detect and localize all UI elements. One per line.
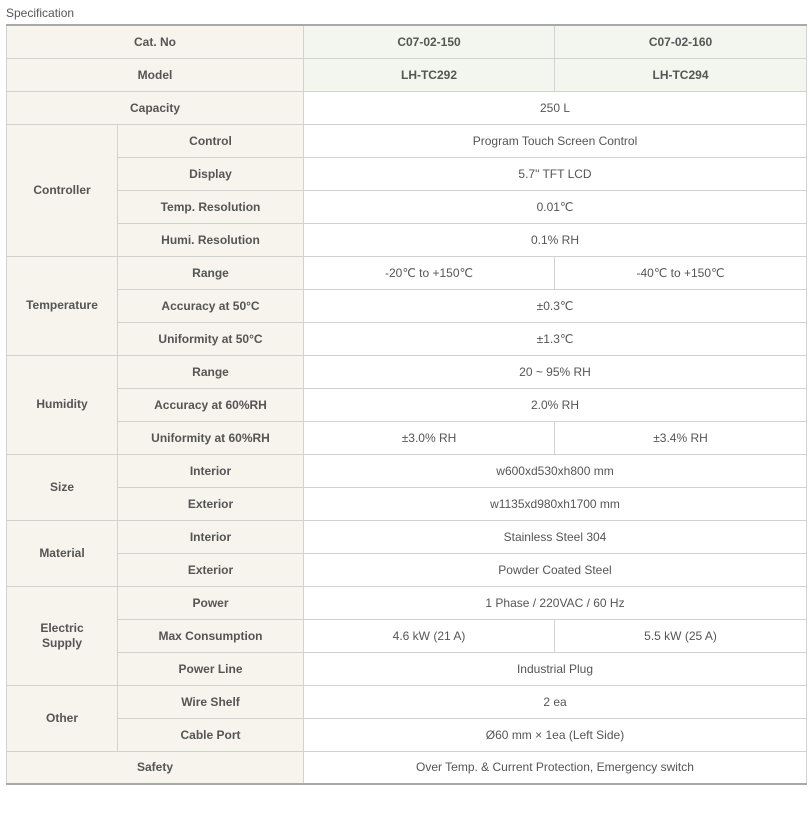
material-exterior-label: Exterior	[118, 553, 304, 586]
row-temperature-accuracy	[7, 289, 807, 322]
row-safety	[7, 751, 807, 784]
cable-port-value: Ø60 mm × 1ea (Left Side)	[304, 718, 807, 751]
row-capacity	[7, 91, 807, 124]
power-label: Power	[118, 586, 304, 619]
humidity-range-value: 20 ~ 95% RH	[304, 355, 807, 388]
safety-label: Safety	[7, 751, 304, 784]
control-value: Program Touch Screen Control	[304, 124, 807, 157]
temp-resolution-label: Temp. Resolution	[118, 190, 304, 223]
electric-group-line-2: Supply	[41, 635, 82, 650]
temperature-accuracy-label: Accuracy at 50°C	[118, 289, 304, 322]
humidity-uniformity-value-1: ±3.0% RH	[304, 421, 555, 454]
temperature-uniformity-label: Uniformity at 50°C	[118, 322, 304, 355]
safety-value: Over Temp. & Current Protection, Emergency switch	[304, 751, 807, 784]
row-electric-power-line	[7, 652, 807, 685]
material-exterior-value: Powder Coated Steel	[304, 553, 807, 586]
humidity-group-label: Humidity	[7, 355, 118, 454]
power-value: 1 Phase / 220VAC / 60 Hz	[304, 586, 807, 619]
model-value-2: LH-TC294	[555, 58, 807, 91]
material-interior-label: Interior	[118, 520, 304, 553]
humi-resolution-value: 0.1% RH	[304, 223, 807, 256]
model-label: Model	[7, 58, 304, 91]
electric-group-line-1: Electric	[40, 620, 84, 635]
specification-table	[6, 24, 807, 785]
row-humidity-range	[7, 355, 807, 388]
power-line-value: Industrial Plug	[304, 652, 807, 685]
size-interior-label: Interior	[118, 454, 304, 487]
temperature-accuracy-value: ±0.3℃	[304, 289, 807, 322]
size-group-label: Size	[7, 454, 118, 520]
section-caption: Specification	[6, 6, 75, 20]
temperature-uniformity-value: ±1.3℃	[304, 322, 807, 355]
temperature-range-label: Range	[118, 256, 304, 289]
max-consumption-value-2: 5.5 kW (25 A)	[555, 619, 807, 652]
row-size-exterior	[7, 487, 807, 520]
cable-port-label: Cable Port	[118, 718, 304, 751]
material-group-label: Material	[7, 520, 118, 586]
humidity-accuracy-value: 2.0% RH	[304, 388, 807, 421]
controller-group-label: Controller	[7, 124, 118, 256]
power-line-label: Power Line	[118, 652, 304, 685]
control-label: Control	[118, 124, 304, 157]
other-group-label: Other	[7, 685, 118, 751]
row-temperature-range	[7, 256, 807, 289]
humidity-accuracy-label: Accuracy at 60%RH	[118, 388, 304, 421]
humidity-uniformity-label: Uniformity at 60%RH	[118, 421, 304, 454]
material-interior-value: Stainless Steel 304	[304, 520, 807, 553]
size-interior-value: w600xd530xh800 mm	[304, 454, 807, 487]
row-cat-no	[7, 25, 807, 58]
capacity-value: 250 L	[304, 91, 807, 124]
row-electric-max-consumption	[7, 619, 807, 652]
size-exterior-value: w1135xd980xh1700 mm	[304, 487, 807, 520]
wire-shelf-label: Wire Shelf	[118, 685, 304, 718]
model-value-1: LH-TC292	[304, 58, 555, 91]
humi-resolution-label: Humi. Resolution	[118, 223, 304, 256]
row-controller-control	[7, 124, 807, 157]
row-size-interior	[7, 454, 807, 487]
display-value: 5.7" TFT LCD	[304, 157, 807, 190]
row-humidity-uniformity	[7, 421, 807, 454]
row-controller-temp-resolution	[7, 190, 807, 223]
temperature-range-value-1: -20℃ to +150℃	[304, 256, 555, 289]
row-controller-humi-resolution	[7, 223, 807, 256]
row-material-interior	[7, 520, 807, 553]
row-model	[7, 58, 807, 91]
size-exterior-label: Exterior	[118, 487, 304, 520]
electric-supply-group-label	[7, 586, 118, 685]
temperature-group-label: Temperature	[7, 256, 118, 355]
capacity-label: Capacity	[7, 91, 304, 124]
wire-shelf-value: 2 ea	[304, 685, 807, 718]
row-electric-power	[7, 586, 807, 619]
cat-no-value-2: C07-02-160	[555, 25, 807, 58]
row-other-wire-shelf	[7, 685, 807, 718]
display-label: Display	[118, 157, 304, 190]
cat-no-value-1: C07-02-150	[304, 25, 555, 58]
humidity-uniformity-value-2: ±3.4% RH	[555, 421, 807, 454]
row-temperature-uniformity	[7, 322, 807, 355]
cat-no-label: Cat. No	[7, 25, 304, 58]
temp-resolution-value: 0.01℃	[304, 190, 807, 223]
max-consumption-value-1: 4.6 kW (21 A)	[304, 619, 555, 652]
row-other-cable-port	[7, 718, 807, 751]
humidity-range-label: Range	[118, 355, 304, 388]
max-consumption-label: Max Consumption	[118, 619, 304, 652]
row-material-exterior	[7, 553, 807, 586]
row-controller-display	[7, 157, 807, 190]
row-humidity-accuracy	[7, 388, 807, 421]
temperature-range-value-2: -40℃ to +150℃	[555, 256, 807, 289]
